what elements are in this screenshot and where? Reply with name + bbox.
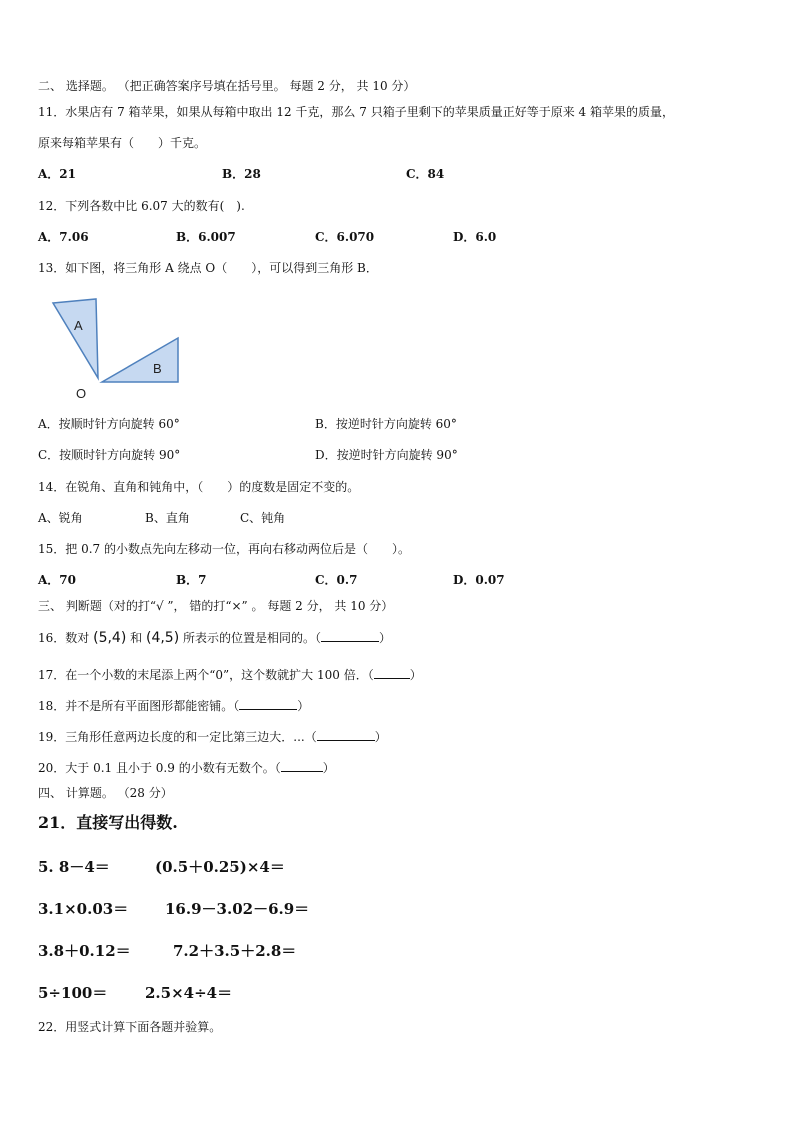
- q13-option-a: A．按顺时针方向旋转 60°: [38, 417, 180, 431]
- q16-suffix: 所表示的位置是相同的。（: [183, 631, 322, 645]
- section-3-title: 三、 判断题（对的打“√ ”， 错的打“×” 。 每题 2 分， 共 10 分）: [38, 599, 394, 613]
- calc-4-1: 5÷100＝: [38, 984, 108, 1002]
- q16-and: 和: [130, 631, 143, 645]
- q18-close: ）: [297, 699, 310, 713]
- q16-close: ）: [379, 631, 392, 645]
- section-2-title: 二、 选择题。 （把正确答案序号填在括号里。 每题 2 分， 共 10 分）: [38, 79, 416, 93]
- q12-option-c: C．6.070: [315, 230, 375, 244]
- question-13-stem: 13．如下图，将三角形 A 绕点 O（ ），可以得到三角形 B．: [38, 261, 378, 275]
- question-11-line-2: 原来每箱苹果有（ ）千克。: [38, 136, 207, 150]
- question-18: [38, 697, 309, 714]
- point-o-label: O: [76, 386, 87, 401]
- q18-answer-blank[interactable]: [239, 697, 297, 710]
- q11-option-a: A．21: [38, 167, 77, 181]
- question-14-stem: 14．在锐角、直角和钝角中，（ ）的度数是固定不变的。: [38, 480, 360, 494]
- question-22-stem: 22．用竖式计算下面各题并验算。: [38, 1020, 222, 1034]
- q13-option-d: D．按逆时针方向旋转 90°: [315, 448, 458, 462]
- q19-close: ）: [374, 730, 387, 744]
- q17-answer-blank[interactable]: [374, 666, 410, 679]
- calc-2-2: 16.9－3.02－6.9＝: [165, 900, 310, 918]
- q15-option-b: B．7: [176, 573, 207, 587]
- q19-answer-blank[interactable]: [317, 728, 375, 741]
- triangle-a: [53, 299, 98, 378]
- calc-4-2: 2.5×4÷4＝: [145, 984, 233, 1002]
- calc-1-2: (0.5＋0.25)×4＝: [155, 858, 285, 876]
- q11-option-c: C．84: [406, 167, 445, 181]
- question-15-stem: 15．把 0.7 的小数点先向左移动一位，再向右移动两位后是（ ）。: [38, 542, 410, 556]
- triangle-rotation-figure: [50, 296, 190, 410]
- question-19: [38, 728, 387, 745]
- q16-pair-2: (4,5): [145, 630, 180, 646]
- q20-text: 20．大于 0.1 且小于 0.9 的小数有无数个。（: [38, 761, 281, 775]
- q17-text: 17．在一个小数的末尾添上两个“0”，这个数就扩大 100 倍．（: [38, 668, 374, 682]
- question-12-stem: 12．下列各数中比 6.07 大的数有( ).: [38, 199, 245, 213]
- q12-option-b: B．6.007: [176, 230, 236, 244]
- calc-2-1: 3.1×0.03＝: [38, 900, 129, 918]
- question-17: [38, 666, 422, 683]
- q11-option-b: B．28: [222, 167, 261, 181]
- q20-answer-blank[interactable]: [281, 759, 323, 772]
- q13-option-c: C．按顺时针方向旋转 90°: [38, 448, 181, 462]
- q16-prefix: 16．数对: [38, 631, 90, 645]
- q19-text: 19．三角形任意两边长度的和一定比第三边大．...（: [38, 730, 317, 744]
- question-21-title: 21．直接写出得数.: [38, 813, 178, 832]
- triangle-b: [102, 338, 178, 382]
- q17-close: ）: [409, 668, 422, 682]
- calc-3-1: 3.8＋0.12＝: [38, 942, 131, 960]
- triangle-b-label: B: [153, 361, 162, 376]
- q20-close: ）: [322, 761, 335, 775]
- q12-option-d: D．6.0: [453, 230, 497, 244]
- triangle-rotation-svg: [50, 296, 190, 406]
- q18-text: 18．并不是所有平面图形都能密铺。（: [38, 699, 240, 713]
- q15-option-d: D．0.07: [453, 573, 505, 587]
- section-4-title: 四、 计算题。 （28 分）: [38, 786, 173, 800]
- q14-option-a: A、锐角: [38, 511, 83, 525]
- q16-pair-1: (5,4): [93, 630, 127, 646]
- q12-option-a: A．7.06: [38, 230, 89, 244]
- q14-option-c: C、钝角: [240, 511, 286, 525]
- calc-1-1: 5. 8－4＝: [38, 858, 110, 876]
- triangle-a-label: A: [74, 318, 83, 333]
- q14-option-b: B、直角: [145, 511, 190, 525]
- question-11-line-1: 11．水果店有 7 箱苹果，如果从每箱中取出 12 千克，那么 7 只箱子里剩下的苹果质量正好等于原来 4 箱苹果的质量，: [38, 105, 674, 119]
- calc-3-2: 7.2＋3.5＋2.8＝: [173, 942, 297, 960]
- q15-option-a: A．70: [38, 573, 77, 587]
- question-20: [38, 759, 335, 776]
- q13-option-b: B．按逆时针方向旋转 60°: [315, 417, 457, 431]
- q16-answer-blank[interactable]: [321, 629, 379, 642]
- question-16: [38, 629, 391, 646]
- q15-option-c: C．0.7: [315, 573, 358, 587]
